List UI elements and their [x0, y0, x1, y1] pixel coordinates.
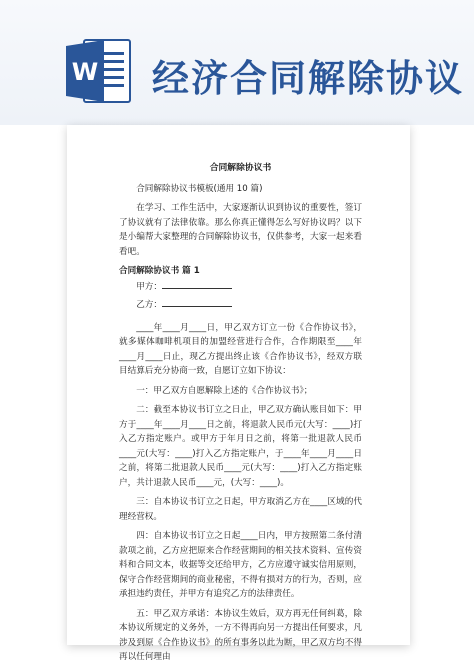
intro-paragraph: 在学习、工作生活中，大家逐渐认识到协议的重要性，签订了协议就有了法律依靠。那么你真正懂得怎么写好协议吗？以下是小编帮大家整理的合同解除协议书，仅供参考，大家一起来看看吧。 [119, 203, 362, 257]
clause-5: 五：甲乙双方承诺：本协议生效后，双方再无任何纠葛，除本协议所规定的义务外，一方不得再向另一方提出任何要求，凡涉及到原《合作协议书》的所有事务以此为断，甲乙双方均不得再以任何理由 [119, 608, 362, 662]
party-b-blank [162, 297, 232, 307]
party-b-line [119, 297, 362, 313]
party-b-label: 乙方： [136, 300, 162, 310]
document-title: 合同解除协议书 [209, 163, 272, 173]
document-body [119, 161, 362, 670]
party-a-line [119, 279, 362, 295]
clause-4: 四：自本协议书订立之日起____日内，甲方按照第二条付清款项之前，乙方应把原来合作经营期间的相关技术资料、宣传资料和合同文本，收据等交还给甲方，乙方应遵守诚实信用原则，保守合作经营期间的商业秘密，不得有损对方的行为，否则，应承担违约责任，并甲方有追究乙方的法律责任。 [119, 531, 362, 599]
party-a-label: 甲方： [136, 281, 162, 292]
word-document-icon [64, 38, 132, 104]
agreement-paragraph-1: ____年____月____日，甲乙双方订立一份《合作协议书》，就多媒体咖啡机项目的加盟经营进行合作，合作期限至____年____月____日止，现乙方提出终止该《合作协议书》，经双方联目结算后充分协商一致，自愿订立如下协议： [119, 322, 362, 376]
document-page [67, 125, 410, 662]
clause-2: 二：截至本协议书订立之日止，甲乙双方确认账目如下：甲方于____年____月____日之前，将退款人民币元(大写：____)打入乙方指定账户。或甲方于年月日之前，将第一批退款人民币____元(大写：____)打入乙方指定账户，于____年____月____日之前，将第二批退款人民币____元(大写：____)打入乙方指定账户，共计退款人民币____元，(大写：____)。 [119, 405, 362, 488]
clause-1: 一：甲乙双方自愿解除上述的《合作协议书》； [136, 385, 313, 396]
party-a-blank [162, 279, 232, 289]
header-banner [0, 0, 474, 125]
template-label: 合同解除协议书模板(通用 10 篇) [136, 183, 263, 194]
clause-3: 三：自本协议书订立之日起，甲方取消乙方在____区域的代理经营权。 [119, 497, 362, 522]
banner-title: 经济合同解除协议 [152, 57, 464, 100]
section-heading: 合同解除协议书 篇 1 [119, 266, 200, 276]
svg-text:W: W [71, 58, 99, 86]
